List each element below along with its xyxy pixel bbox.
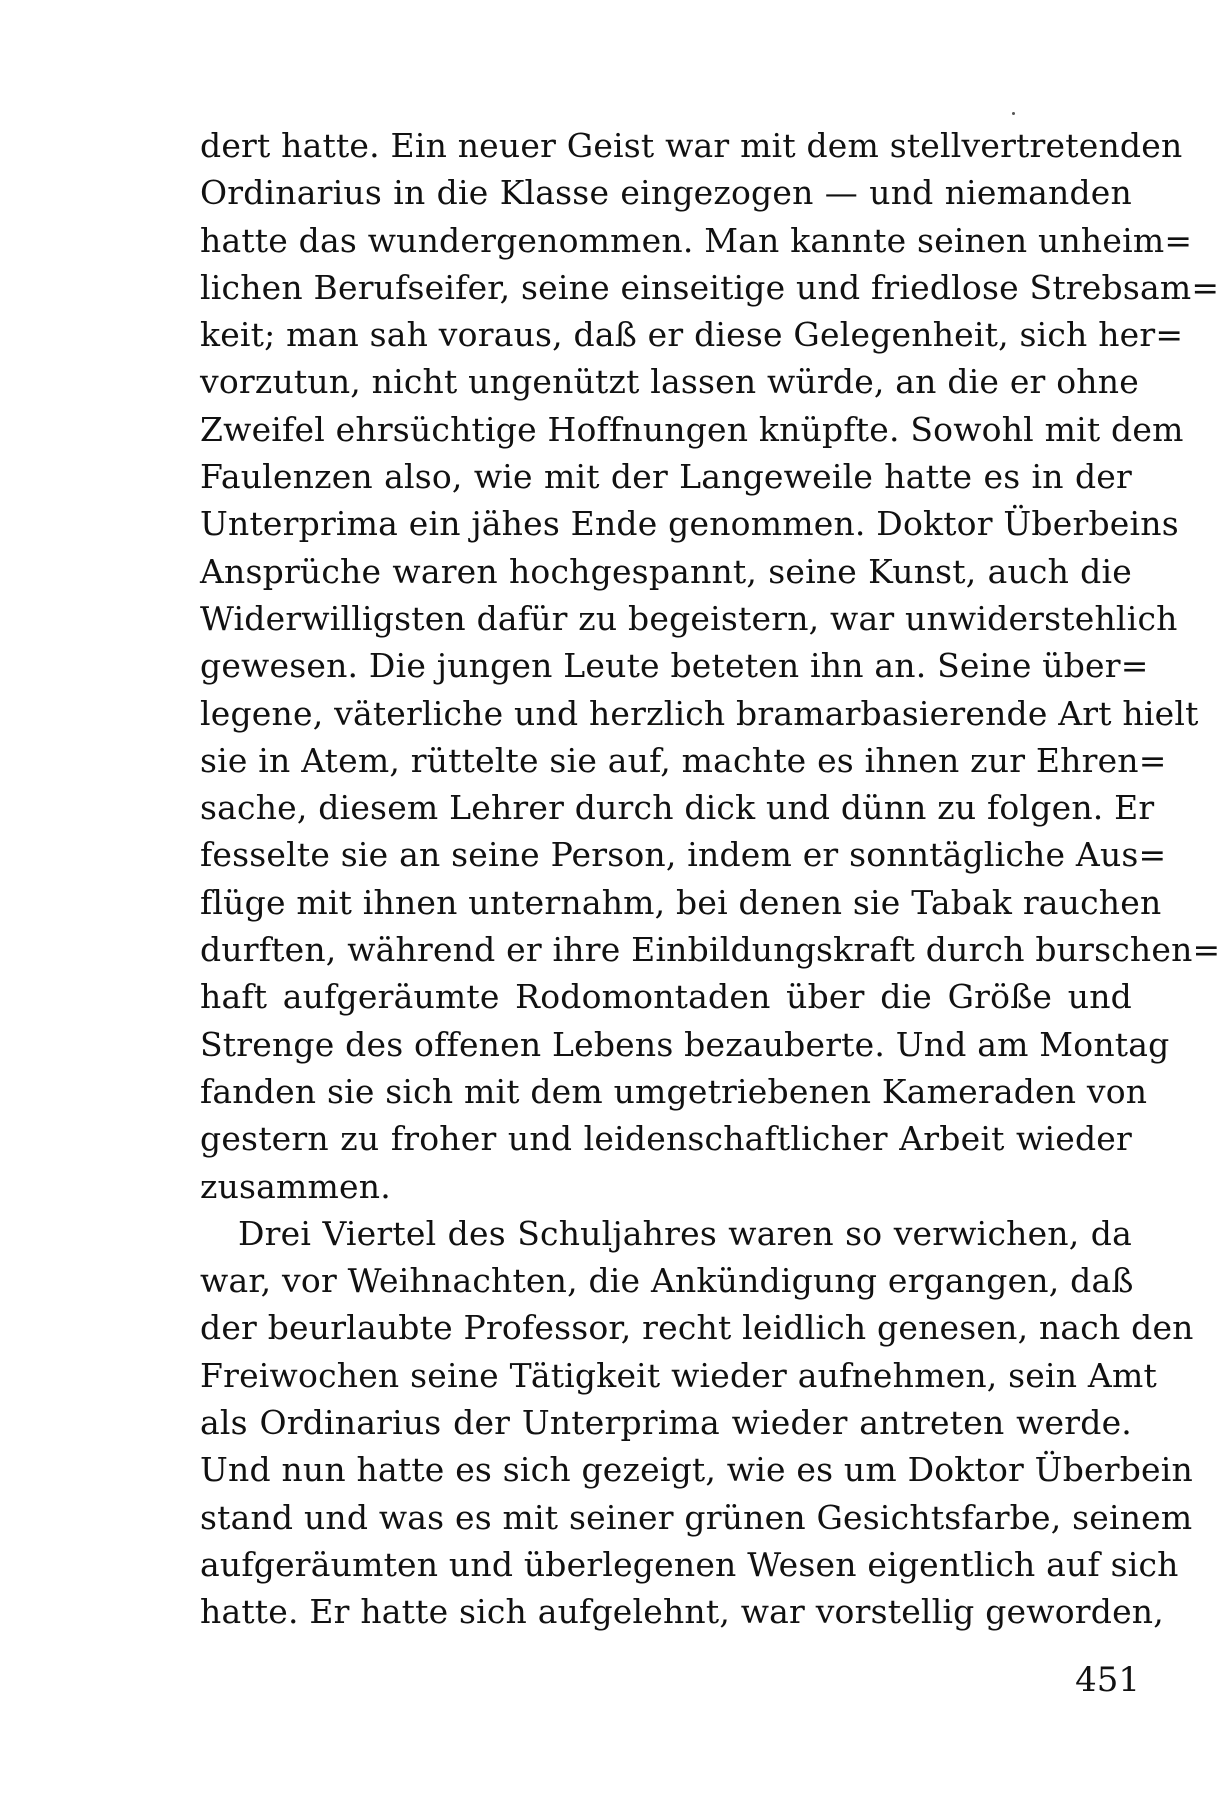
text-line: Drei Viertel des Schuljahres waren so verwichen, da bbox=[238, 1213, 1132, 1253]
text-line: Faulenzen also, wie mit der Langeweile hatte es in der bbox=[200, 457, 1132, 497]
text-line: hatte. Er hatte sich aufgelehnt, war vorstellig geworden, bbox=[200, 1592, 1164, 1632]
text-line: legene, väterliche und herzlich bramarbasierende Art hielt bbox=[200, 693, 1199, 733]
text-line: Strenge des offenen Lebens bezauberte. Und am Montag bbox=[200, 1024, 1170, 1064]
text-line: war, vor Weihnachten, die Ankündigung ergangen, daß bbox=[200, 1261, 1134, 1301]
paragraph-1 bbox=[200, 122, 1221, 1210]
text-line: flüge mit ihnen unternahm, bei denen sie Tabak rauchen bbox=[200, 882, 1162, 922]
text-line: der beurlaubte Professor, recht leidlich genesen, nach den bbox=[200, 1308, 1194, 1348]
text-line: Ansprüche waren hochgespannt, seine Kunst, auch die bbox=[200, 551, 1132, 591]
text-line: hatte das wundergenommen. Man kannte seinen unheim= bbox=[200, 220, 1193, 260]
print-speck bbox=[1012, 112, 1015, 115]
text-line: gestern zu froher und leidenschaftlicher Arbeit wieder bbox=[200, 1119, 1132, 1159]
text-line: sache, diesem Lehrer durch dick und dünn zu folgen. Er bbox=[200, 788, 1155, 828]
text-line: fanden sie sich mit dem umgetriebenen Kameraden von bbox=[200, 1071, 1148, 1111]
text-line: Widerwilligsten dafür zu begeistern, war unwiderstehlich bbox=[200, 598, 1178, 638]
text-line: stand und was es mit seiner grünen Gesichtsfarbe, seinem bbox=[200, 1497, 1193, 1537]
text-line: zusammen. bbox=[200, 1166, 391, 1206]
text-line: fesselte sie an seine Person, indem er sonntägliche Aus= bbox=[200, 835, 1167, 875]
text-line: gewesen. Die jungen Leute beteten ihn an. Seine über= bbox=[200, 646, 1149, 686]
text-line: dert hatte. Ein neuer Geist war mit dem stellvertretenden bbox=[200, 126, 1183, 165]
text-line: aufgeräumten und überlegenen Wesen eigentlich auf sich bbox=[200, 1544, 1179, 1584]
text-line: Zweifel ehrsüchtige Hoffnungen knüpfte. Sowohl mit dem bbox=[200, 409, 1184, 449]
body-text bbox=[200, 122, 1221, 1636]
text-line: Und nun hatte es sich gezeigt, wie es um Doktor Überbein bbox=[200, 1450, 1193, 1490]
text-line: lichen Berufseifer, seine einseitige und friedlose Strebsam= bbox=[200, 267, 1220, 307]
text-line: haft aufgeräumte Rodomontaden über die Größe und bbox=[200, 977, 1132, 1017]
text-line: durften, während er ihre Einbildungskraft durch burschen= bbox=[200, 930, 1221, 970]
text-line: keit; man sah voraus, daß er diese Gelegenheit, sich her= bbox=[200, 315, 1184, 355]
text-line: Freiwochen seine Tätigkeit wieder aufnehmen, sein Amt bbox=[200, 1355, 1157, 1395]
text-line: als Ordinarius der Unterprima wieder antreten werde. bbox=[200, 1403, 1132, 1443]
paragraph-2 bbox=[200, 1210, 1194, 1636]
page-number: 451 bbox=[1075, 1660, 1140, 1700]
text-line: Unterprima ein jähes Ende genommen. Doktor Überbeins bbox=[200, 504, 1179, 544]
text-line: sie in Atem, rüttelte sie auf, machte es ihnen zur Ehren= bbox=[200, 740, 1167, 780]
text-line: Ordinarius in die Klasse eingezogen — und niemanden bbox=[200, 173, 1132, 213]
text-line: vorzutun, nicht ungenützt lassen würde, an die er ohne bbox=[200, 362, 1139, 402]
